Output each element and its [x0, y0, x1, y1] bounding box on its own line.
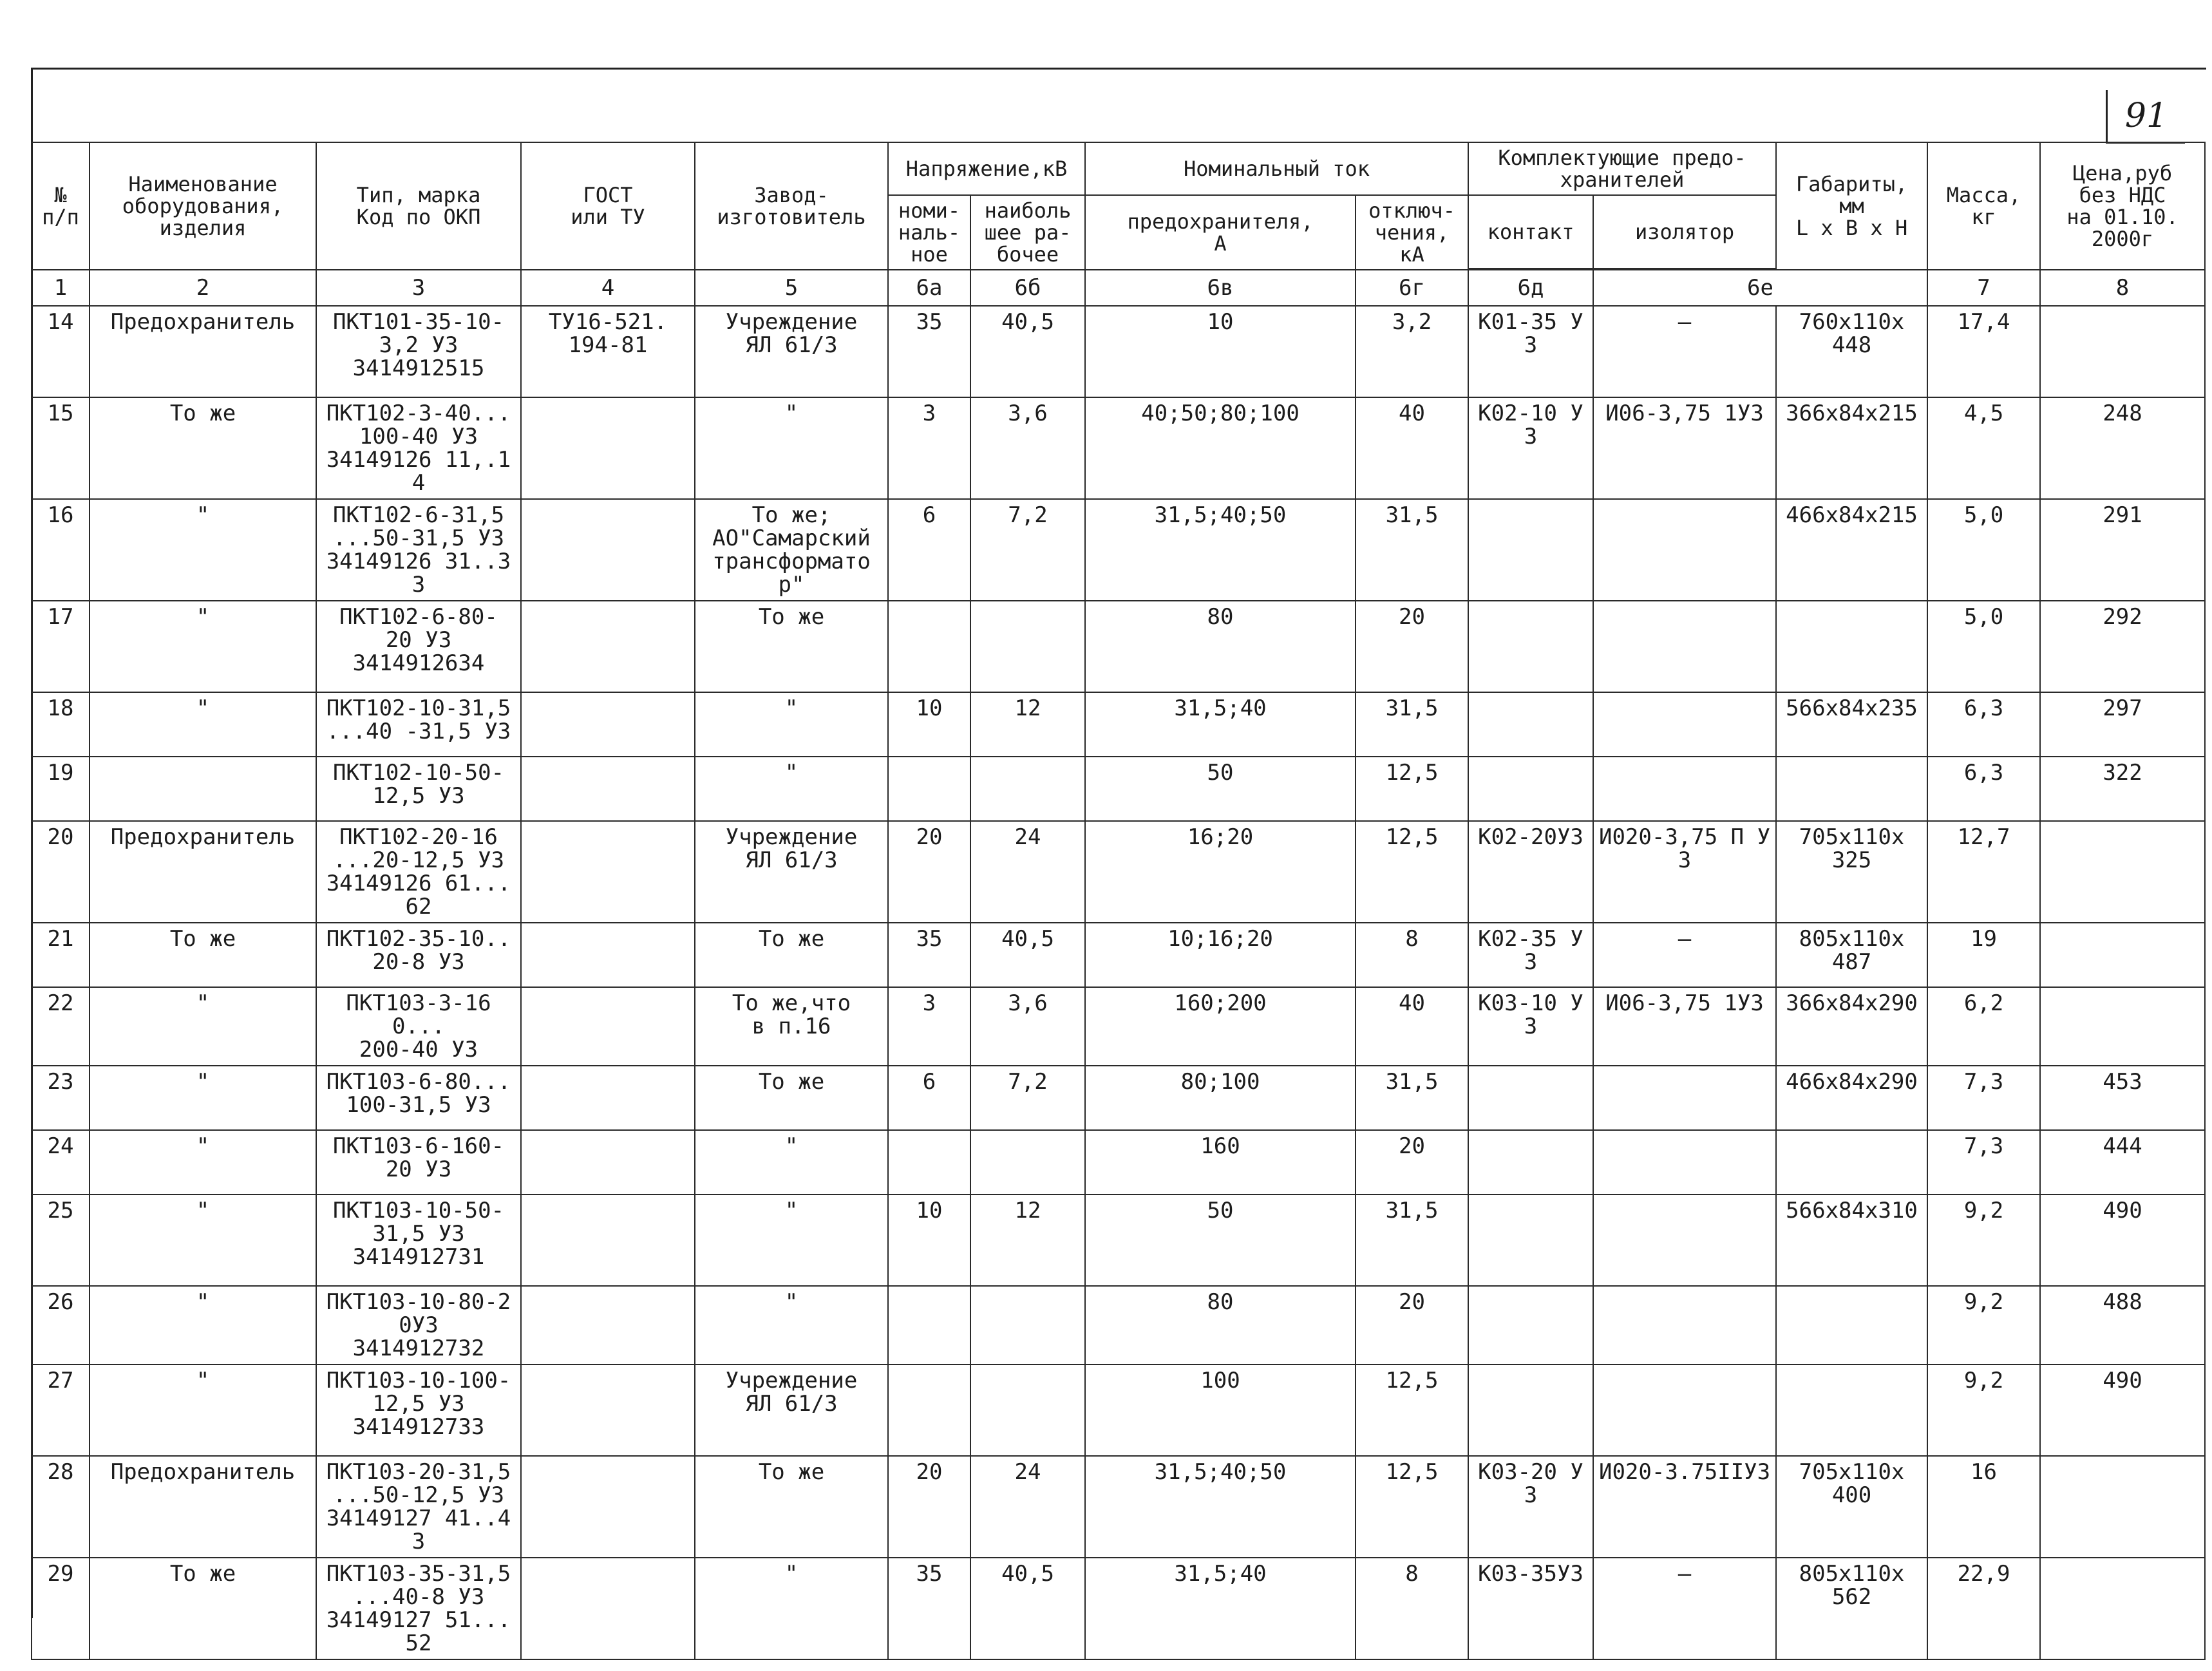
cell-name: ": [90, 692, 316, 757]
table-body: [32, 306, 2205, 1659]
cell-dims: 466х84х290: [1776, 1066, 1927, 1130]
cell-mass: 6,2: [1927, 987, 2040, 1066]
cell-v-nom: [888, 601, 970, 692]
header-num: № п/п: [32, 142, 90, 270]
cell-price: [2040, 306, 2205, 397]
cell-insulator: [1593, 757, 1776, 821]
cell-mass: 9,2: [1927, 1286, 2040, 1364]
cell-i-fuse: 31,5;40;50: [1085, 1456, 1356, 1558]
cell-mass: 7,3: [1927, 1130, 2040, 1194]
cell-n: 27: [32, 1364, 90, 1456]
cell-name: ": [90, 1130, 316, 1194]
cell-mass: 9,2: [1927, 1364, 2040, 1456]
table-row: [32, 397, 2205, 499]
cell-gost: [521, 1286, 695, 1364]
cell-n: 23: [32, 1066, 90, 1130]
cell-i-break: 8: [1356, 1558, 1468, 1659]
cell-n: 24: [32, 1130, 90, 1194]
cell-dims: 566х84х310: [1776, 1194, 1927, 1286]
cell-plant: ": [695, 1130, 888, 1194]
cell-name: ": [90, 987, 316, 1066]
cell-v-max: 12: [970, 1194, 1085, 1286]
cell-i-fuse: 160: [1085, 1130, 1356, 1194]
table-row: [32, 692, 2205, 757]
cell-name: То же: [90, 397, 316, 499]
cell-v-max: [970, 1364, 1085, 1456]
cell-type: ПКТ103-35-31,5 ...40-8 У3 34149127 51...52: [316, 1558, 521, 1659]
cell-mass: 4,5: [1927, 397, 2040, 499]
cell-i-break: 40: [1356, 987, 1468, 1066]
cell-gost: [521, 1558, 695, 1659]
cell-plant: То же: [695, 923, 888, 987]
cell-price: 322: [2040, 757, 2205, 821]
cell-contact: К03-10 У3: [1468, 987, 1593, 1066]
cell-contact: [1468, 757, 1593, 821]
table-row: [32, 601, 2205, 692]
cell-name: Предохранитель: [90, 821, 316, 923]
header-kit-insulator: изолятор: [1593, 195, 1776, 269]
cell-plant: ": [695, 1558, 888, 1659]
cell-i-fuse: 80: [1085, 1286, 1356, 1364]
cell-contact: К02-20У3: [1468, 821, 1593, 923]
cell-dims: 705х110х 400: [1776, 1456, 1927, 1558]
cell-plant: То же,что в п.16: [695, 987, 888, 1066]
column-number-cell: 6б: [970, 270, 1085, 306]
cell-dims: 466х84х215: [1776, 499, 1927, 601]
cell-i-fuse: 10: [1085, 306, 1356, 397]
cell-i-break: 40: [1356, 397, 1468, 499]
cell-contact: [1468, 601, 1593, 692]
cell-i-break: 12,5: [1356, 821, 1468, 923]
cell-dims: [1776, 1364, 1927, 1456]
table-row: [32, 499, 2205, 601]
cell-v-nom: 35: [888, 1558, 970, 1659]
table-row: [32, 923, 2205, 987]
cell-insulator: [1593, 692, 1776, 757]
cell-insulator: И020-3.75IIУ3: [1593, 1456, 1776, 1558]
cell-gost: [521, 1364, 695, 1456]
cell-price: [2040, 1558, 2205, 1659]
cell-v-nom: 6: [888, 1066, 970, 1130]
cell-contact: [1468, 1130, 1593, 1194]
cell-type: ПКТ102-3-40... 100-40 У3 34149126 11,.14: [316, 397, 521, 499]
cell-price: 490: [2040, 1194, 2205, 1286]
cell-gost: [521, 499, 695, 601]
cell-i-break: 3,2: [1356, 306, 1468, 397]
cell-i-break: 12,5: [1356, 757, 1468, 821]
cell-dims: 366х84х290: [1776, 987, 1927, 1066]
cell-i-fuse: 16;20: [1085, 821, 1356, 923]
cell-v-max: 7,2: [970, 499, 1085, 601]
cell-insulator: [1593, 1364, 1776, 1456]
cell-mass: 5,0: [1927, 601, 2040, 692]
cell-n: 25: [32, 1194, 90, 1286]
column-number-cell: 1: [32, 270, 90, 306]
column-number-cell: 7: [1927, 270, 2040, 306]
cell-price: 488: [2040, 1286, 2205, 1364]
header-kit-contact: контакт: [1468, 195, 1593, 269]
cell-price: 444: [2040, 1130, 2205, 1194]
header-plant: Завод- изготовитель: [695, 142, 888, 270]
cell-i-fuse: 160;200: [1085, 987, 1356, 1066]
header-i-fuse: предохранителя, А: [1085, 195, 1356, 270]
table-row: [32, 757, 2205, 821]
column-number-cell: 2: [90, 270, 316, 306]
cell-price: 490: [2040, 1364, 2205, 1456]
cell-n: 15: [32, 397, 90, 499]
table-header: [32, 142, 2205, 306]
column-number-cell: 6д: [1468, 270, 1593, 306]
cell-n: 26: [32, 1286, 90, 1364]
cell-plant: ": [695, 397, 888, 499]
cell-v-max: [970, 1286, 1085, 1364]
cell-mass: 9,2: [1927, 1194, 2040, 1286]
cell-v-nom: [888, 1364, 970, 1456]
cell-type: ПКТ102-35-10.. 20-8 У3: [316, 923, 521, 987]
cell-gost: [521, 397, 695, 499]
column-number-row: [32, 270, 2205, 306]
cell-i-break: 31,5: [1356, 1066, 1468, 1130]
cell-gost: [521, 1456, 695, 1558]
cell-insulator: –: [1593, 1558, 1776, 1659]
cell-gost: [521, 757, 695, 821]
header-v-max: наиболь шее ра- бочее: [970, 195, 1085, 270]
cell-i-fuse: 40;50;80;100: [1085, 397, 1356, 499]
cell-v-nom: 3: [888, 397, 970, 499]
page-number: 91: [2106, 90, 2185, 144]
cell-type: ПКТ102-20-16 ...20-12,5 У3 34149126 61...62: [316, 821, 521, 923]
column-number-cell: 4: [521, 270, 695, 306]
cell-contact: К02-10 У3: [1468, 397, 1593, 499]
cell-v-nom: [888, 1130, 970, 1194]
cell-contact: [1468, 1286, 1593, 1364]
cell-type: ПКТ102-6-31,5 ...50-31,5 У3 34149126 31..33: [316, 499, 521, 601]
table-row: [32, 821, 2205, 923]
cell-insulator: [1593, 601, 1776, 692]
cell-insulator: [1593, 1130, 1776, 1194]
equipment-spec-table: [31, 142, 2206, 1660]
header-dims: Габариты, мм L х В х Н: [1776, 142, 1927, 270]
cell-v-nom: 20: [888, 821, 970, 923]
cell-dims: 705х110х 325: [1776, 821, 1927, 923]
cell-name: Предохранитель: [90, 1456, 316, 1558]
cell-contact: К01-35 У3: [1468, 306, 1593, 397]
cell-name: ": [90, 1194, 316, 1286]
cell-gost: [521, 987, 695, 1066]
cell-i-break: 12,5: [1356, 1364, 1468, 1456]
cell-type: ПКТ103-6-80... 100-31,5 У3: [316, 1066, 521, 1130]
cell-i-break: 31,5: [1356, 692, 1468, 757]
cell-mass: 17,4: [1927, 306, 2040, 397]
cell-mass: 19: [1927, 923, 2040, 987]
cell-i-break: 12,5: [1356, 1456, 1468, 1558]
cell-name: То же: [90, 923, 316, 987]
cell-gost: [521, 1194, 695, 1286]
cell-plant: Учреждение ЯЛ 61/3: [695, 306, 888, 397]
cell-mass: 16: [1927, 1456, 2040, 1558]
header-voltage: Напряжение,кВ: [888, 142, 1085, 195]
cell-v-nom: 35: [888, 923, 970, 987]
cell-i-break: 31,5: [1356, 1194, 1468, 1286]
cell-v-nom: 35: [888, 306, 970, 397]
cell-v-max: 3,6: [970, 987, 1085, 1066]
cell-n: 18: [32, 692, 90, 757]
cell-contact: К02-35 У3: [1468, 923, 1593, 987]
cell-mass: 6,3: [1927, 757, 2040, 821]
cell-contact: [1468, 1364, 1593, 1456]
cell-mass: 5,0: [1927, 499, 2040, 601]
table-row: [32, 987, 2205, 1066]
cell-insulator: [1593, 499, 1776, 601]
cell-i-fuse: 80: [1085, 601, 1356, 692]
cell-gost: [521, 821, 695, 923]
cell-n: 22: [32, 987, 90, 1066]
cell-i-break: 20: [1356, 1286, 1468, 1364]
cell-i-fuse: 100: [1085, 1364, 1356, 1456]
header-type: Тип, марка Код по ОКП: [316, 142, 521, 270]
cell-price: [2040, 1456, 2205, 1558]
cell-v-nom: 6: [888, 499, 970, 601]
cell-dims: [1776, 1130, 1927, 1194]
cell-dims: 566х84х235: [1776, 692, 1927, 757]
cell-type: ПКТ102-10-50- 12,5 У3: [316, 757, 521, 821]
cell-v-max: 40,5: [970, 306, 1085, 397]
cell-contact: [1468, 692, 1593, 757]
cell-plant: То же: [695, 1456, 888, 1558]
column-number-cell: 6а: [888, 270, 970, 306]
cell-gost: [521, 601, 695, 692]
cell-name: ": [90, 1364, 316, 1456]
cell-price: 297: [2040, 692, 2205, 757]
cell-contact: К03-35У3: [1468, 1558, 1593, 1659]
cell-dims: 366х84х215: [1776, 397, 1927, 499]
cell-n: 20: [32, 821, 90, 923]
cell-name: ": [90, 1286, 316, 1364]
cell-n: 29: [32, 1558, 90, 1659]
table-row: [32, 306, 2205, 397]
cell-price: 291: [2040, 499, 2205, 601]
cell-n: 19: [32, 757, 90, 821]
cell-v-nom: [888, 1286, 970, 1364]
cell-dims: 805х110х 562: [1776, 1558, 1927, 1659]
cell-contact: [1468, 1066, 1593, 1130]
cell-plant: Учреждение ЯЛ 61/3: [695, 1364, 888, 1456]
cell-insulator: И020-3,75 П У3: [1593, 821, 1776, 923]
cell-insulator: [1593, 1286, 1776, 1364]
table-row: [32, 1456, 2205, 1558]
cell-v-max: 40,5: [970, 923, 1085, 987]
cell-i-fuse: 10;16;20: [1085, 923, 1356, 987]
cell-v-nom: 20: [888, 1456, 970, 1558]
cell-dims: 760х110х 448: [1776, 306, 1927, 397]
cell-i-break: 31,5: [1356, 499, 1468, 601]
cell-v-max: 12: [970, 692, 1085, 757]
cell-v-max: 24: [970, 821, 1085, 923]
cell-plant: То же; АО"Самарский трансформатор": [695, 499, 888, 601]
cell-plant: То же: [695, 1066, 888, 1130]
cell-gost: [521, 923, 695, 987]
cell-type: ПКТ102-10-31,5 ...40 -31,5 У3: [316, 692, 521, 757]
cell-n: 21: [32, 923, 90, 987]
cell-gost: ТУ16-521. 194-81: [521, 306, 695, 397]
table-row: [32, 1558, 2205, 1659]
cell-i-break: 20: [1356, 601, 1468, 692]
cell-type: ПКТ103-10-50- 31,5 У3 3414912731: [316, 1194, 521, 1286]
cell-name: То же: [90, 1558, 316, 1659]
cell-insulator: [1593, 1194, 1776, 1286]
cell-price: 453: [2040, 1066, 2205, 1130]
cell-price: 292: [2040, 601, 2205, 692]
cell-mass: 6,3: [1927, 692, 2040, 757]
column-number-cell: 5: [695, 270, 888, 306]
table-row: [32, 1194, 2205, 1286]
cell-plant: ": [695, 1286, 888, 1364]
cell-gost: [521, 692, 695, 757]
cell-type: ПКТ102-6-80- 20 У3 3414912634: [316, 601, 521, 692]
header-gost: ГОСТ или ТУ: [521, 142, 695, 270]
cell-i-fuse: 31,5;40: [1085, 692, 1356, 757]
cell-i-break: 20: [1356, 1130, 1468, 1194]
header-v-nom: номи- наль- ное: [888, 195, 970, 270]
cell-insulator: [1593, 1066, 1776, 1130]
cell-i-break: 8: [1356, 923, 1468, 987]
cell-price: 248: [2040, 397, 2205, 499]
cell-v-max: 7,2: [970, 1066, 1085, 1130]
table-row: [32, 1286, 2205, 1364]
column-number-cell: 6г: [1356, 270, 1468, 306]
cell-name: [90, 757, 316, 821]
cell-plant: ": [695, 757, 888, 821]
cell-price: [2040, 923, 2205, 987]
cell-type: ПКТ103-6-160- 20 У3: [316, 1130, 521, 1194]
cell-i-fuse: 50: [1085, 1194, 1356, 1286]
cell-name: ": [90, 1066, 316, 1130]
cell-type: ПКТ103-10-100- 12,5 У3 3414912733: [316, 1364, 521, 1456]
table-row: [32, 1364, 2205, 1456]
cell-contact: [1468, 499, 1593, 601]
cell-type: ПКТ103-10-80-20У3 3414912732: [316, 1286, 521, 1364]
cell-price: [2040, 821, 2205, 923]
cell-v-max: [970, 601, 1085, 692]
cell-plant: Учреждение ЯЛ 61/3: [695, 821, 888, 923]
cell-dims: [1776, 1286, 1927, 1364]
cell-n: 14: [32, 306, 90, 397]
cell-insulator: –: [1593, 923, 1776, 987]
cell-i-fuse: 31,5;40: [1085, 1558, 1356, 1659]
cell-plant: ": [695, 1194, 888, 1286]
cell-v-nom: 10: [888, 1194, 970, 1286]
cell-v-max: [970, 757, 1085, 821]
cell-mass: 12,7: [1927, 821, 2040, 923]
cell-mass: 7,3: [1927, 1066, 2040, 1130]
cell-mass: 22,9: [1927, 1558, 2040, 1659]
cell-name: ": [90, 499, 316, 601]
cell-i-fuse: 31,5;40;50: [1085, 499, 1356, 601]
column-number-cell: 6в: [1085, 270, 1356, 306]
cell-name: Предохранитель: [90, 306, 316, 397]
cell-n: 17: [32, 601, 90, 692]
column-number-cell: 8: [2040, 270, 2205, 306]
cell-gost: [521, 1130, 695, 1194]
cell-v-nom: [888, 757, 970, 821]
cell-price: [2040, 987, 2205, 1066]
cell-v-max: [970, 1130, 1085, 1194]
header-kit: Комплектующие предо- хранителей: [1468, 142, 1776, 195]
cell-contact: К03-20 У3: [1468, 1456, 1593, 1558]
cell-insulator: –: [1593, 306, 1776, 397]
header-name: Наименование оборудования, изделия: [90, 142, 316, 270]
header-i-break: отключ- чения, кА: [1356, 195, 1468, 270]
cell-dims: [1776, 601, 1927, 692]
cell-insulator: И06-3,75 1У3: [1593, 987, 1776, 1066]
cell-n: 28: [32, 1456, 90, 1558]
cell-type: ПКТ103-3-160... 200-40 У3: [316, 987, 521, 1066]
cell-dims: 805х110х 487: [1776, 923, 1927, 987]
cell-plant: ": [695, 692, 888, 757]
cell-v-nom: 10: [888, 692, 970, 757]
cell-insulator: И06-3,75 1У3: [1593, 397, 1776, 499]
cell-plant: То же: [695, 601, 888, 692]
table-row: [32, 1130, 2205, 1194]
cell-v-max: 24: [970, 1456, 1085, 1558]
cell-v-nom: 3: [888, 987, 970, 1066]
cell-n: 16: [32, 499, 90, 601]
cell-v-max: 3,6: [970, 397, 1085, 499]
column-number-cell: 6е: [1593, 270, 1927, 306]
table-row: [32, 1066, 2205, 1130]
column-number-cell: 3: [316, 270, 521, 306]
cell-gost: [521, 1066, 695, 1130]
cell-type: ПКТ101-35-10- 3,2 У3 3414912515: [316, 306, 521, 397]
cell-name: ": [90, 601, 316, 692]
cell-contact: [1468, 1194, 1593, 1286]
cell-dims: [1776, 757, 1927, 821]
cell-type: ПКТ103-20-31,5 ...50-12,5 У3 34149127 41..43: [316, 1456, 521, 1558]
cell-i-fuse: 80;100: [1085, 1066, 1356, 1130]
header-mass: Масса, кг: [1927, 142, 2040, 270]
cell-v-max: 40,5: [970, 1558, 1085, 1659]
cell-i-fuse: 50: [1085, 757, 1356, 821]
header-current: Номинальный ток: [1085, 142, 1468, 195]
header-price: Цена,руб без НДС на 01.10. 2000г: [2040, 142, 2205, 270]
